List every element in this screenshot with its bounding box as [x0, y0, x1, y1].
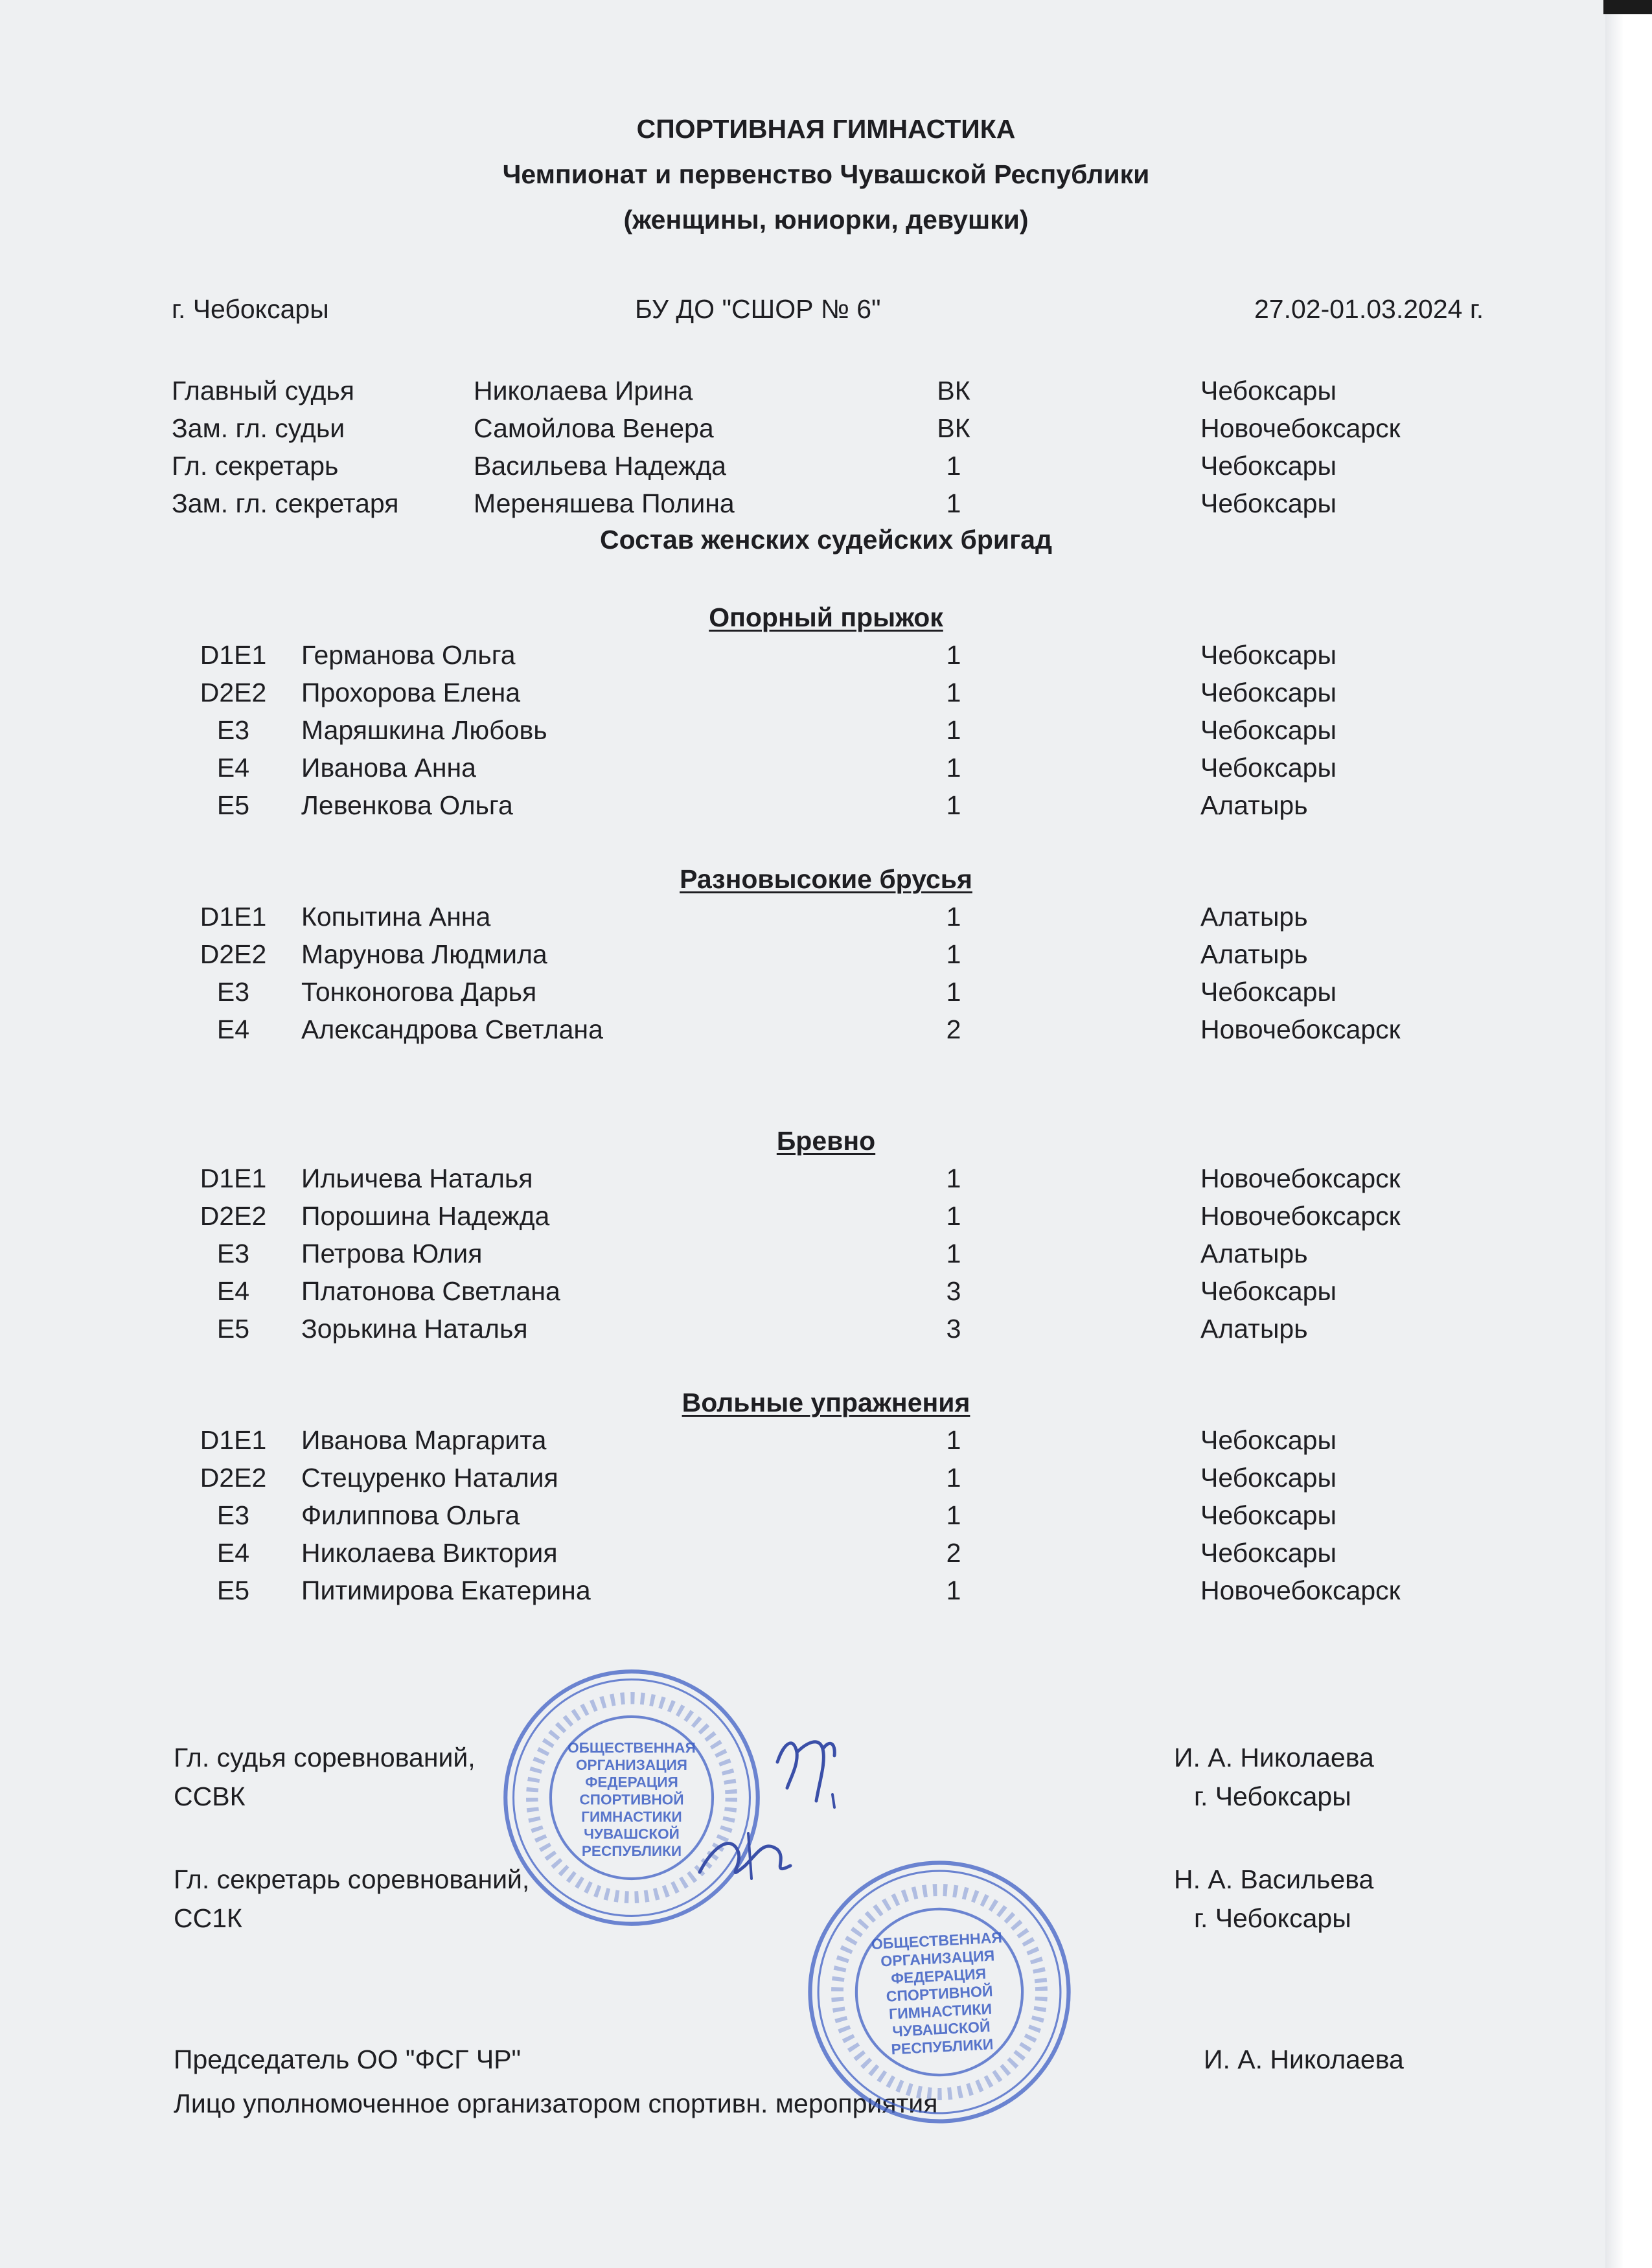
judge-city: Новочебоксарск — [1200, 1575, 1401, 1605]
official-role: Гл. секретарь — [172, 451, 339, 481]
judge-city: Чебоксары — [1200, 1463, 1337, 1493]
judge-category: 1 — [946, 1201, 961, 1231]
secretary-city: г. Чебоксары — [1194, 1903, 1351, 1933]
official-city: Чебоксары — [1200, 451, 1337, 481]
secretary-name: Н. А. Васильева — [1174, 1864, 1374, 1894]
svg-text:ГИМНАСТИКИ: ГИМНАСТИКИ — [581, 1808, 682, 1825]
judge-category: 1 — [946, 1239, 961, 1268]
judge-category: 2 — [946, 1538, 961, 1568]
judge-name: Питимирова Екатерина — [301, 1575, 591, 1605]
info-dates: 27.02-01.03.2024 г. — [1254, 294, 1484, 324]
judge-name: Ильичева Наталья — [301, 1163, 533, 1193]
event-title: Чемпионат и первенство Чувашской Республики — [502, 159, 1150, 189]
judge-category: 2 — [946, 1014, 961, 1044]
svg-text:СПОРТИВНОЙ: СПОРТИВНОЙ — [579, 1791, 684, 1808]
judge-category: 1 — [946, 1575, 961, 1605]
judge-category: 1 — [946, 678, 961, 707]
judge-city: Алатырь — [1200, 902, 1308, 932]
chief-judge-role: Гл. судья соревнований, — [174, 1743, 476, 1772]
official-role: Зам. гл. судьи — [172, 413, 345, 443]
chairman-role: Председатель ОО "ФСГ ЧР" — [174, 2045, 522, 2074]
judge-city: Новочебоксарск — [1200, 1163, 1401, 1193]
category-subtitle: (женщины, юниорки, девушки) — [623, 205, 1029, 235]
authorized-person: Лицо уполномоченное организатором спортивн. мероприятия — [174, 2089, 938, 2118]
judge-name: Платонова Светлана — [301, 1276, 560, 1306]
judge-name: Порошина Надежда — [301, 1201, 550, 1231]
judge-city: Чебоксары — [1200, 715, 1337, 745]
judge-position: D2E2 — [200, 678, 267, 707]
official-name: Мереняшева Полина — [474, 488, 735, 518]
scan-corner-mark — [1603, 0, 1652, 14]
judge-category: 1 — [946, 1463, 961, 1493]
judge-category: 1 — [946, 1163, 961, 1193]
judge-category: 3 — [946, 1276, 961, 1306]
judge-category: 1 — [946, 640, 961, 670]
judge-position: D1E1 — [200, 1425, 267, 1455]
judge-position: E3 — [216, 715, 250, 745]
judge-city: Чебоксары — [1200, 753, 1337, 783]
chief-judge-name: И. А. Николаева — [1174, 1743, 1374, 1772]
judge-name: Марунова Людмила — [301, 939, 547, 969]
judge-position: E5 — [216, 1575, 250, 1605]
apparatus-title: Опорный прыжок — [709, 602, 943, 632]
judge-city: Чебоксары — [1200, 640, 1337, 670]
judge-position: E4 — [216, 1014, 250, 1044]
judge-position: D1E1 — [200, 640, 267, 670]
info-city: г. Чебоксары — [172, 294, 329, 324]
official-name: Васильева Надежда — [474, 451, 726, 481]
judge-name: Николаева Виктория — [301, 1538, 558, 1568]
official-city: Чебоксары — [1200, 488, 1337, 518]
judge-position: E3 — [216, 1239, 250, 1268]
judge-category: 1 — [946, 939, 961, 969]
svg-text:ОРГАНИЗАЦИЯ: ОРГАНИЗАЦИЯ — [880, 1947, 995, 1970]
judge-city: Чебоксары — [1200, 1425, 1337, 1455]
svg-text:РЕСПУБЛИКИ: РЕСПУБЛИКИ — [581, 1843, 682, 1860]
svg-text:ЧУВАШСКОЙ: ЧУВАШСКОЙ — [584, 1826, 680, 1842]
judge-category: 1 — [946, 715, 961, 745]
official-category: 1 — [946, 451, 961, 481]
svg-text:ОБЩЕСТВЕННАЯ: ОБЩЕСТВЕННАЯ — [871, 1929, 1003, 1953]
secretary-role: Гл. секретарь соревнований, — [174, 1864, 530, 1894]
chief-judge-signature — [758, 1717, 855, 1814]
apparatus-title: Бревно — [776, 1126, 876, 1156]
judge-category: 1 — [946, 977, 961, 1007]
judge-position: E3 — [216, 1500, 250, 1530]
svg-text:ЧУВАШСКОЙ: ЧУВАШСКОЙ — [891, 2018, 991, 2040]
organization-seal-2 — [796, 1849, 1082, 2135]
info-venue: БУ ДО "СШОР № 6" — [635, 294, 881, 324]
judge-position: E3 — [216, 977, 250, 1007]
judge-position: D1E1 — [200, 1163, 267, 1193]
official-category: 1 — [946, 488, 961, 518]
page-edge — [1605, 0, 1652, 2268]
judge-name: Тонконогова Дарья — [301, 977, 537, 1007]
apparatus-title: Вольные упражнения — [682, 1388, 970, 1417]
judge-name: Копытина Анна — [301, 902, 491, 932]
svg-text:РЕСПУБЛИКИ: РЕСПУБЛИКИ — [890, 2035, 994, 2058]
judge-city: Чебоксары — [1200, 977, 1337, 1007]
judge-name: Германова Ольга — [301, 640, 516, 670]
judge-position: E5 — [216, 1314, 250, 1344]
official-category: ВК — [937, 413, 970, 443]
judge-category: 3 — [946, 1314, 961, 1344]
secretary-rank: СС1К — [174, 1903, 242, 1933]
judge-name: Левенкова Ольга — [301, 790, 513, 820]
official-name: Самойлова Венера — [474, 413, 714, 443]
judge-category: 1 — [946, 1425, 961, 1455]
judge-category: 1 — [946, 753, 961, 783]
judge-name: Иванова Анна — [301, 753, 476, 783]
svg-text:ОРГАНИЗАЦИЯ: ОРГАНИЗАЦИЯ — [576, 1756, 687, 1773]
chief-judge-rank: ССВК — [174, 1781, 246, 1811]
panels-title: Состав женских судейских бригад — [599, 525, 1053, 555]
judge-position: E4 — [216, 1538, 250, 1568]
judge-name: Петрова Юлия — [301, 1239, 483, 1268]
svg-text:ФЕДЕРАЦИЯ: ФЕДЕРАЦИЯ — [890, 1965, 987, 1987]
judge-name: Александрова Светлана — [301, 1014, 603, 1044]
chairman-name: И. А. Николаева — [1204, 2045, 1404, 2074]
svg-text:ФЕДЕРАЦИЯ: ФЕДЕРАЦИЯ — [585, 1774, 678, 1791]
chief-judge-city: г. Чебоксары — [1194, 1781, 1351, 1811]
apparatus-title: Разновысокие брусья — [680, 864, 972, 894]
judge-category: 1 — [946, 902, 961, 932]
judge-name: Прохорова Елена — [301, 678, 521, 707]
seal-graphic — [796, 1849, 1082, 2135]
judge-name: Маряшкина Любовь — [301, 715, 547, 745]
judge-city: Чебоксары — [1200, 678, 1337, 707]
judge-position: E4 — [216, 1276, 250, 1306]
judge-name: Иванова Маргарита — [301, 1425, 547, 1455]
judge-city: Алатырь — [1200, 939, 1308, 969]
judge-position: D2E2 — [200, 939, 267, 969]
official-role: Главный судья — [172, 376, 354, 406]
judge-position: D2E2 — [200, 1201, 267, 1231]
judge-name: Стецуренко Наталия — [301, 1463, 558, 1493]
judge-position: E5 — [216, 790, 250, 820]
official-category: ВК — [937, 376, 970, 406]
official-role: Зам. гл. секретаря — [172, 488, 399, 518]
judge-city: Алатырь — [1200, 1314, 1308, 1344]
judge-city: Новочебоксарск — [1200, 1201, 1401, 1231]
judge-name: Зорькина Наталья — [301, 1314, 528, 1344]
judge-category: 1 — [946, 790, 961, 820]
official-city: Новочебоксарск — [1200, 413, 1401, 443]
secretary-signature — [687, 1820, 803, 1892]
svg-text:СПОРТИВНОЙ: СПОРТИВНОЙ — [886, 1982, 994, 2005]
judge-position: E4 — [216, 753, 250, 783]
judge-position: D2E2 — [200, 1463, 267, 1493]
official-city: Чебоксары — [1200, 376, 1337, 406]
judge-city: Алатырь — [1200, 1239, 1308, 1268]
svg-text:ОБЩЕСТВЕННАЯ: ОБЩЕСТВЕННАЯ — [568, 1739, 696, 1756]
judge-city: Чебоксары — [1200, 1500, 1337, 1530]
judge-city: Алатырь — [1200, 790, 1308, 820]
svg-text:ГИМНАСТИКИ: ГИМНАСТИКИ — [888, 2000, 992, 2022]
judge-category: 1 — [946, 1500, 961, 1530]
judge-city: Чебоксары — [1200, 1538, 1337, 1568]
judge-city: Новочебоксарск — [1200, 1014, 1401, 1044]
doc-title: СПОРТИВНАЯ ГИМНАСТИКА — [636, 114, 1016, 144]
judge-name: Филиппова Ольга — [301, 1500, 520, 1530]
judge-city: Чебоксары — [1200, 1276, 1337, 1306]
official-name: Николаева Ирина — [474, 376, 693, 406]
judge-position: D1E1 — [200, 902, 267, 932]
